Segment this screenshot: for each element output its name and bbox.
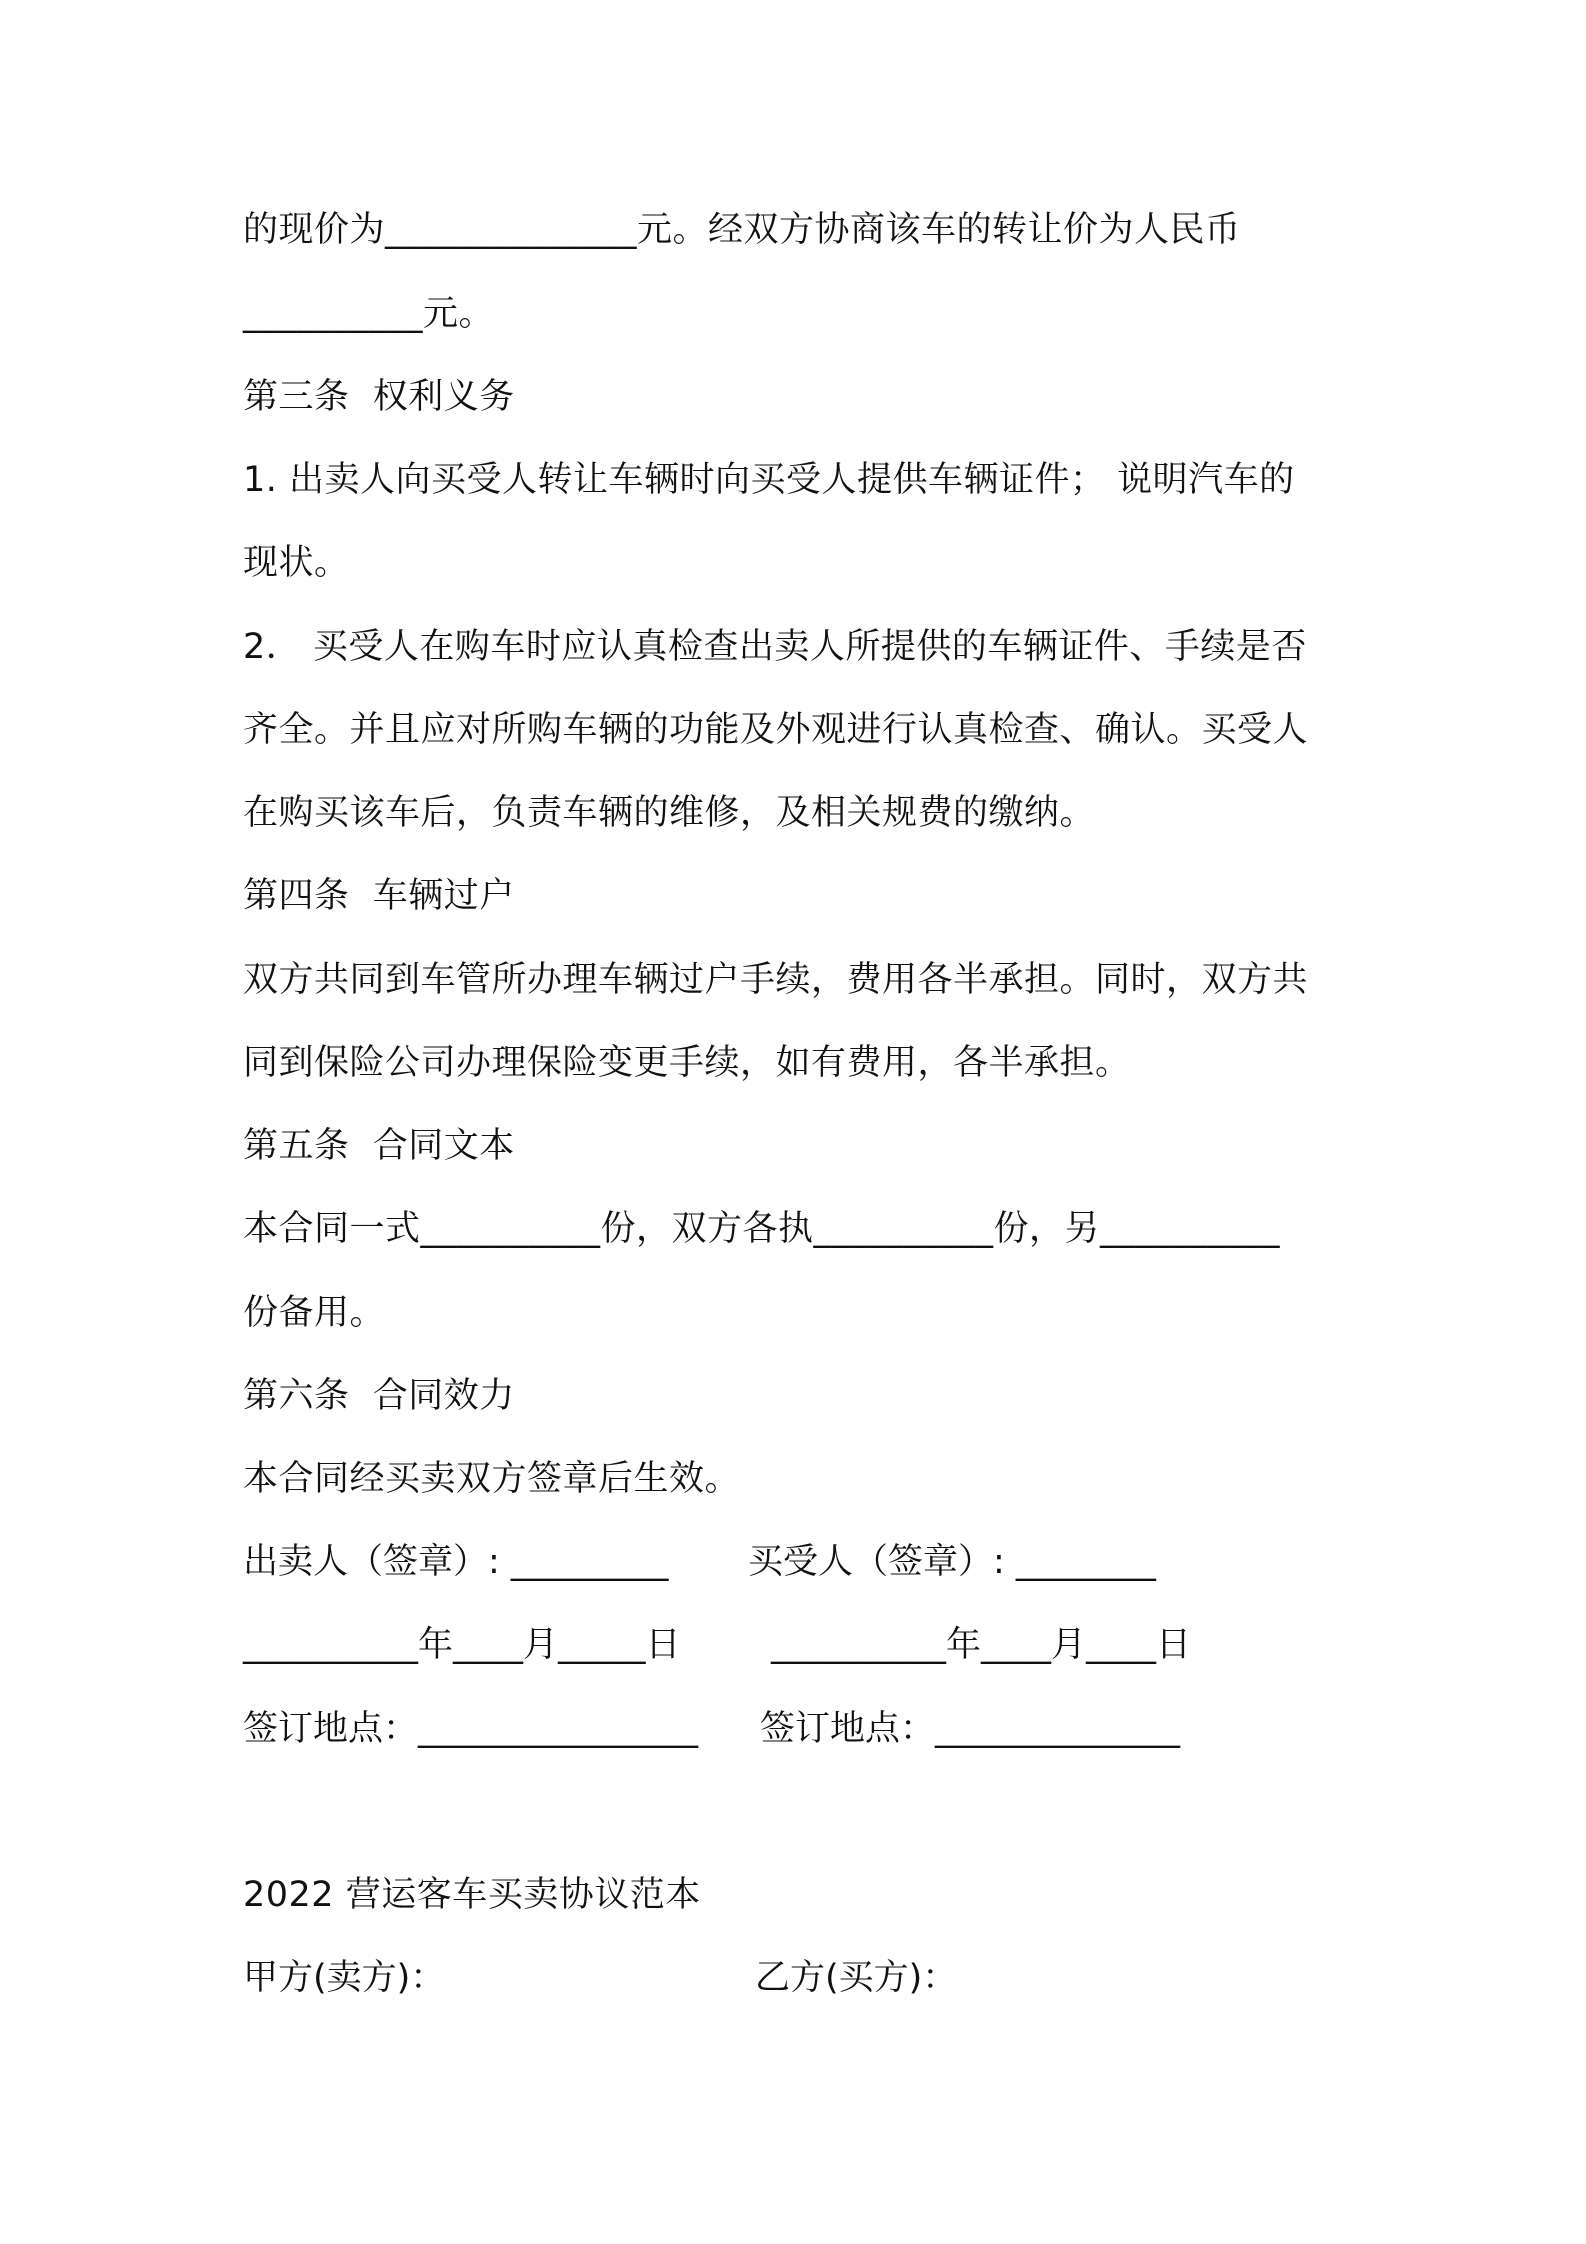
article-3-item-2-cont-1: 齐全。并且应对所购车辆的功能及外观进行认真检查、确认。买受人: [243, 710, 1309, 750]
article-6-heading: 第六条 合同效力: [243, 1376, 515, 1416]
article-4-heading: 第四条 车辆过户: [243, 876, 515, 916]
next-document-title: 2022 营运客车买卖协议范本: [243, 1875, 701, 1915]
buyer-signature: 买受人（签章）: ________: [748, 1542, 1156, 1582]
seller-place: 签订地点：________________: [243, 1709, 699, 1749]
buyer-date: __________年____月____日: [771, 1625, 1192, 1665]
article-3-heading: 第三条 权利义务: [243, 377, 515, 417]
party-a-label: 甲方(卖方)：: [243, 1958, 446, 1998]
buyer-place: 签订地点：______________: [760, 1709, 1181, 1749]
party-b-label: 乙方(买方)：: [755, 1958, 958, 1998]
price-line: 的现价为______________元。经双方协商该车的转让价为人民币: [243, 210, 1241, 250]
seller-signature: 出卖人（签章）: _________: [243, 1542, 669, 1582]
article-4-body-2: 同到保险公司办理保险变更手续，如有费用，各半承担。: [243, 1043, 1131, 1083]
article-3-item-1: 1. 出卖人向买受人转让车辆时向买受人提供车辆证件； 说明汽车的: [243, 460, 1295, 500]
seller-date: __________年____月_____日: [243, 1625, 681, 1665]
article-3-item-2-cont-2: 在购买该车后，负责车辆的维修，及相关规费的缴纳。: [243, 793, 1096, 833]
price-line-cont: __________元。: [243, 294, 495, 334]
article-4-body-1: 双方共同到车管所办理车辆过户手续，费用各半承担。同时，双方共: [243, 960, 1309, 1000]
article-5-body-1: 本合同一式__________份，双方各执__________份，另__________: [243, 1209, 1281, 1249]
article-5-heading: 第五条 合同文本: [243, 1126, 515, 1166]
article-6-body: 本合同经买卖双方签章后生效。: [243, 1459, 741, 1499]
article-5-body-2: 份备用。: [243, 1293, 386, 1333]
article-3-item-2: 2． 买受人在购车时应认真检查出卖人所提供的车辆证件、手续是否: [243, 627, 1307, 667]
article-3-item-1-cont: 现状。: [243, 543, 350, 583]
